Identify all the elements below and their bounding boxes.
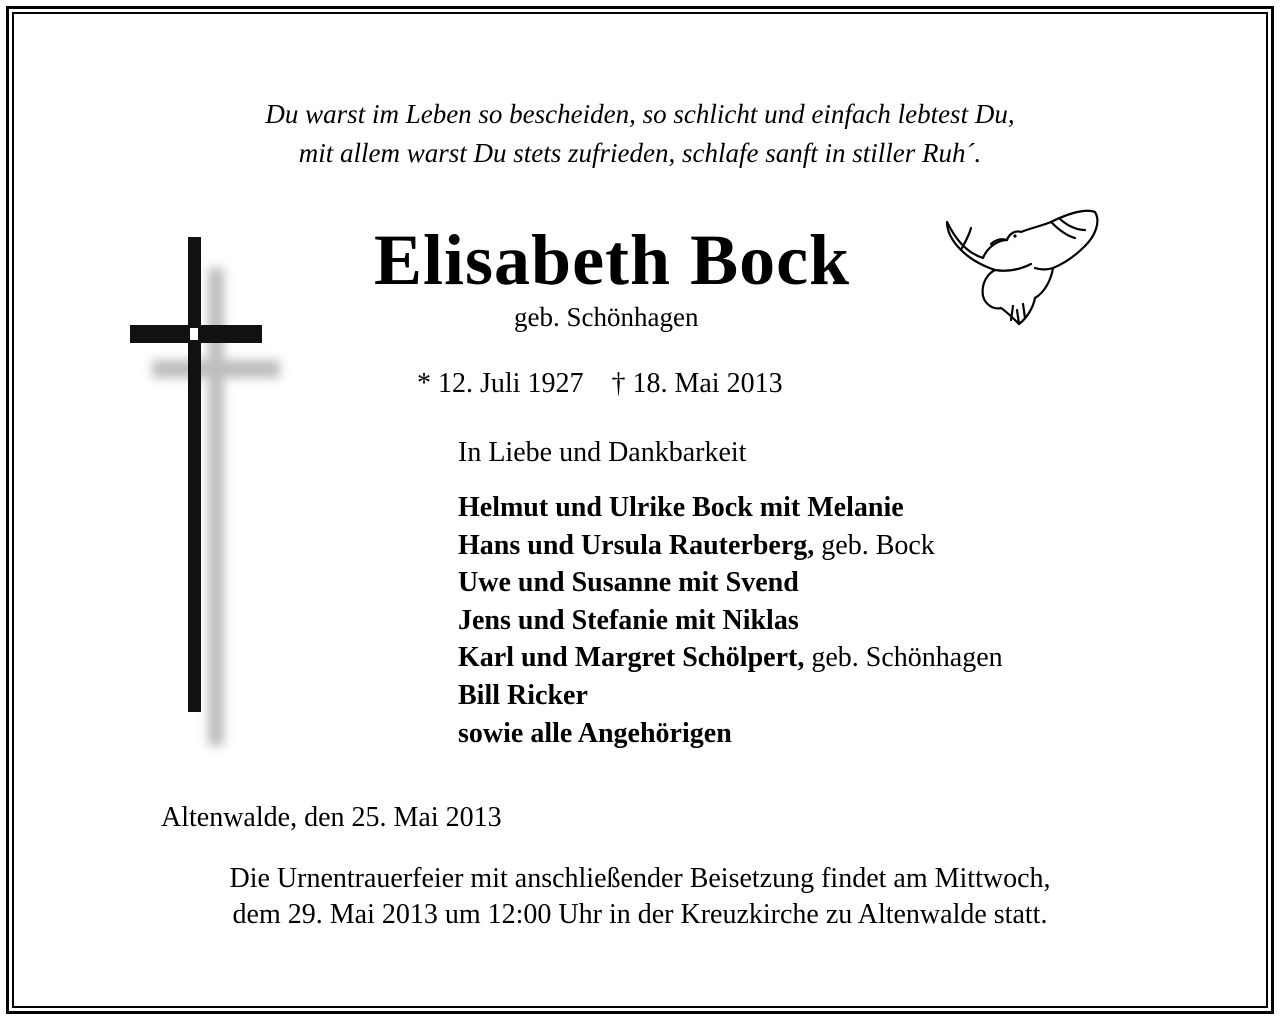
mourner-name: sowie alle Angehörigen [458,717,732,749]
mourner-line [458,489,1003,527]
mourners-list [458,489,1003,752]
deceased-name: Elisabeth Bock [374,220,851,300]
mourner-note: geb. Bock [821,529,935,561]
mourner-name: Bill Ricker [458,679,588,711]
verse-line-2: mit allem warst Du stets zufrieden, schlafe sanft in stiller Ruh´. [298,138,982,168]
mourner-line [458,677,1003,715]
mourner-name: Hans und Ursula Rauterberg, [458,529,815,561]
ceremony-line-1: Die Urnentrauerfeier mit anschließender Beisetzung findet am Mittwoch, [229,863,1051,894]
birth-date: * 12. Juli 1927 [417,368,584,399]
life-dates [417,366,783,402]
thanks-line: In Liebe und Dankbarkeit [458,437,747,468]
mourner-name: Uwe und Susanne mit Svend [458,567,799,599]
mourner-line [458,564,1003,602]
verse-line-1: Du warst im Leben so bescheiden, so schlicht und einfach lebtest Du, [265,99,1015,129]
mourner-line [458,639,1003,677]
cross-body [130,237,262,712]
mourner-name: Karl und Margret Schölpert, [458,642,805,674]
cross-icon [120,230,300,760]
cross-center-mark [190,328,198,340]
death-date: † 18. Mai 2013 [611,368,783,399]
dove-icon [935,200,1105,330]
mourner-line [458,527,1003,565]
mourner-line [458,602,1003,640]
mourner-name: Jens und Stefanie mit Niklas [458,604,799,636]
maiden-name: geb. Schönhagen [514,302,699,332]
mourner-note: geb. Schönhagen [811,642,1003,674]
ceremony-line-2: dem 29. Mai 2013 um 12:00 Uhr in der Kreuzkirche zu Altenwalde statt. [232,899,1048,930]
mourner-name: Helmut und Ulrike Bock mit Melanie [458,492,904,523]
place-and-date: Altenwalde, den 25. Mai 2013 [161,802,502,833]
mourner-line [458,715,1003,753]
